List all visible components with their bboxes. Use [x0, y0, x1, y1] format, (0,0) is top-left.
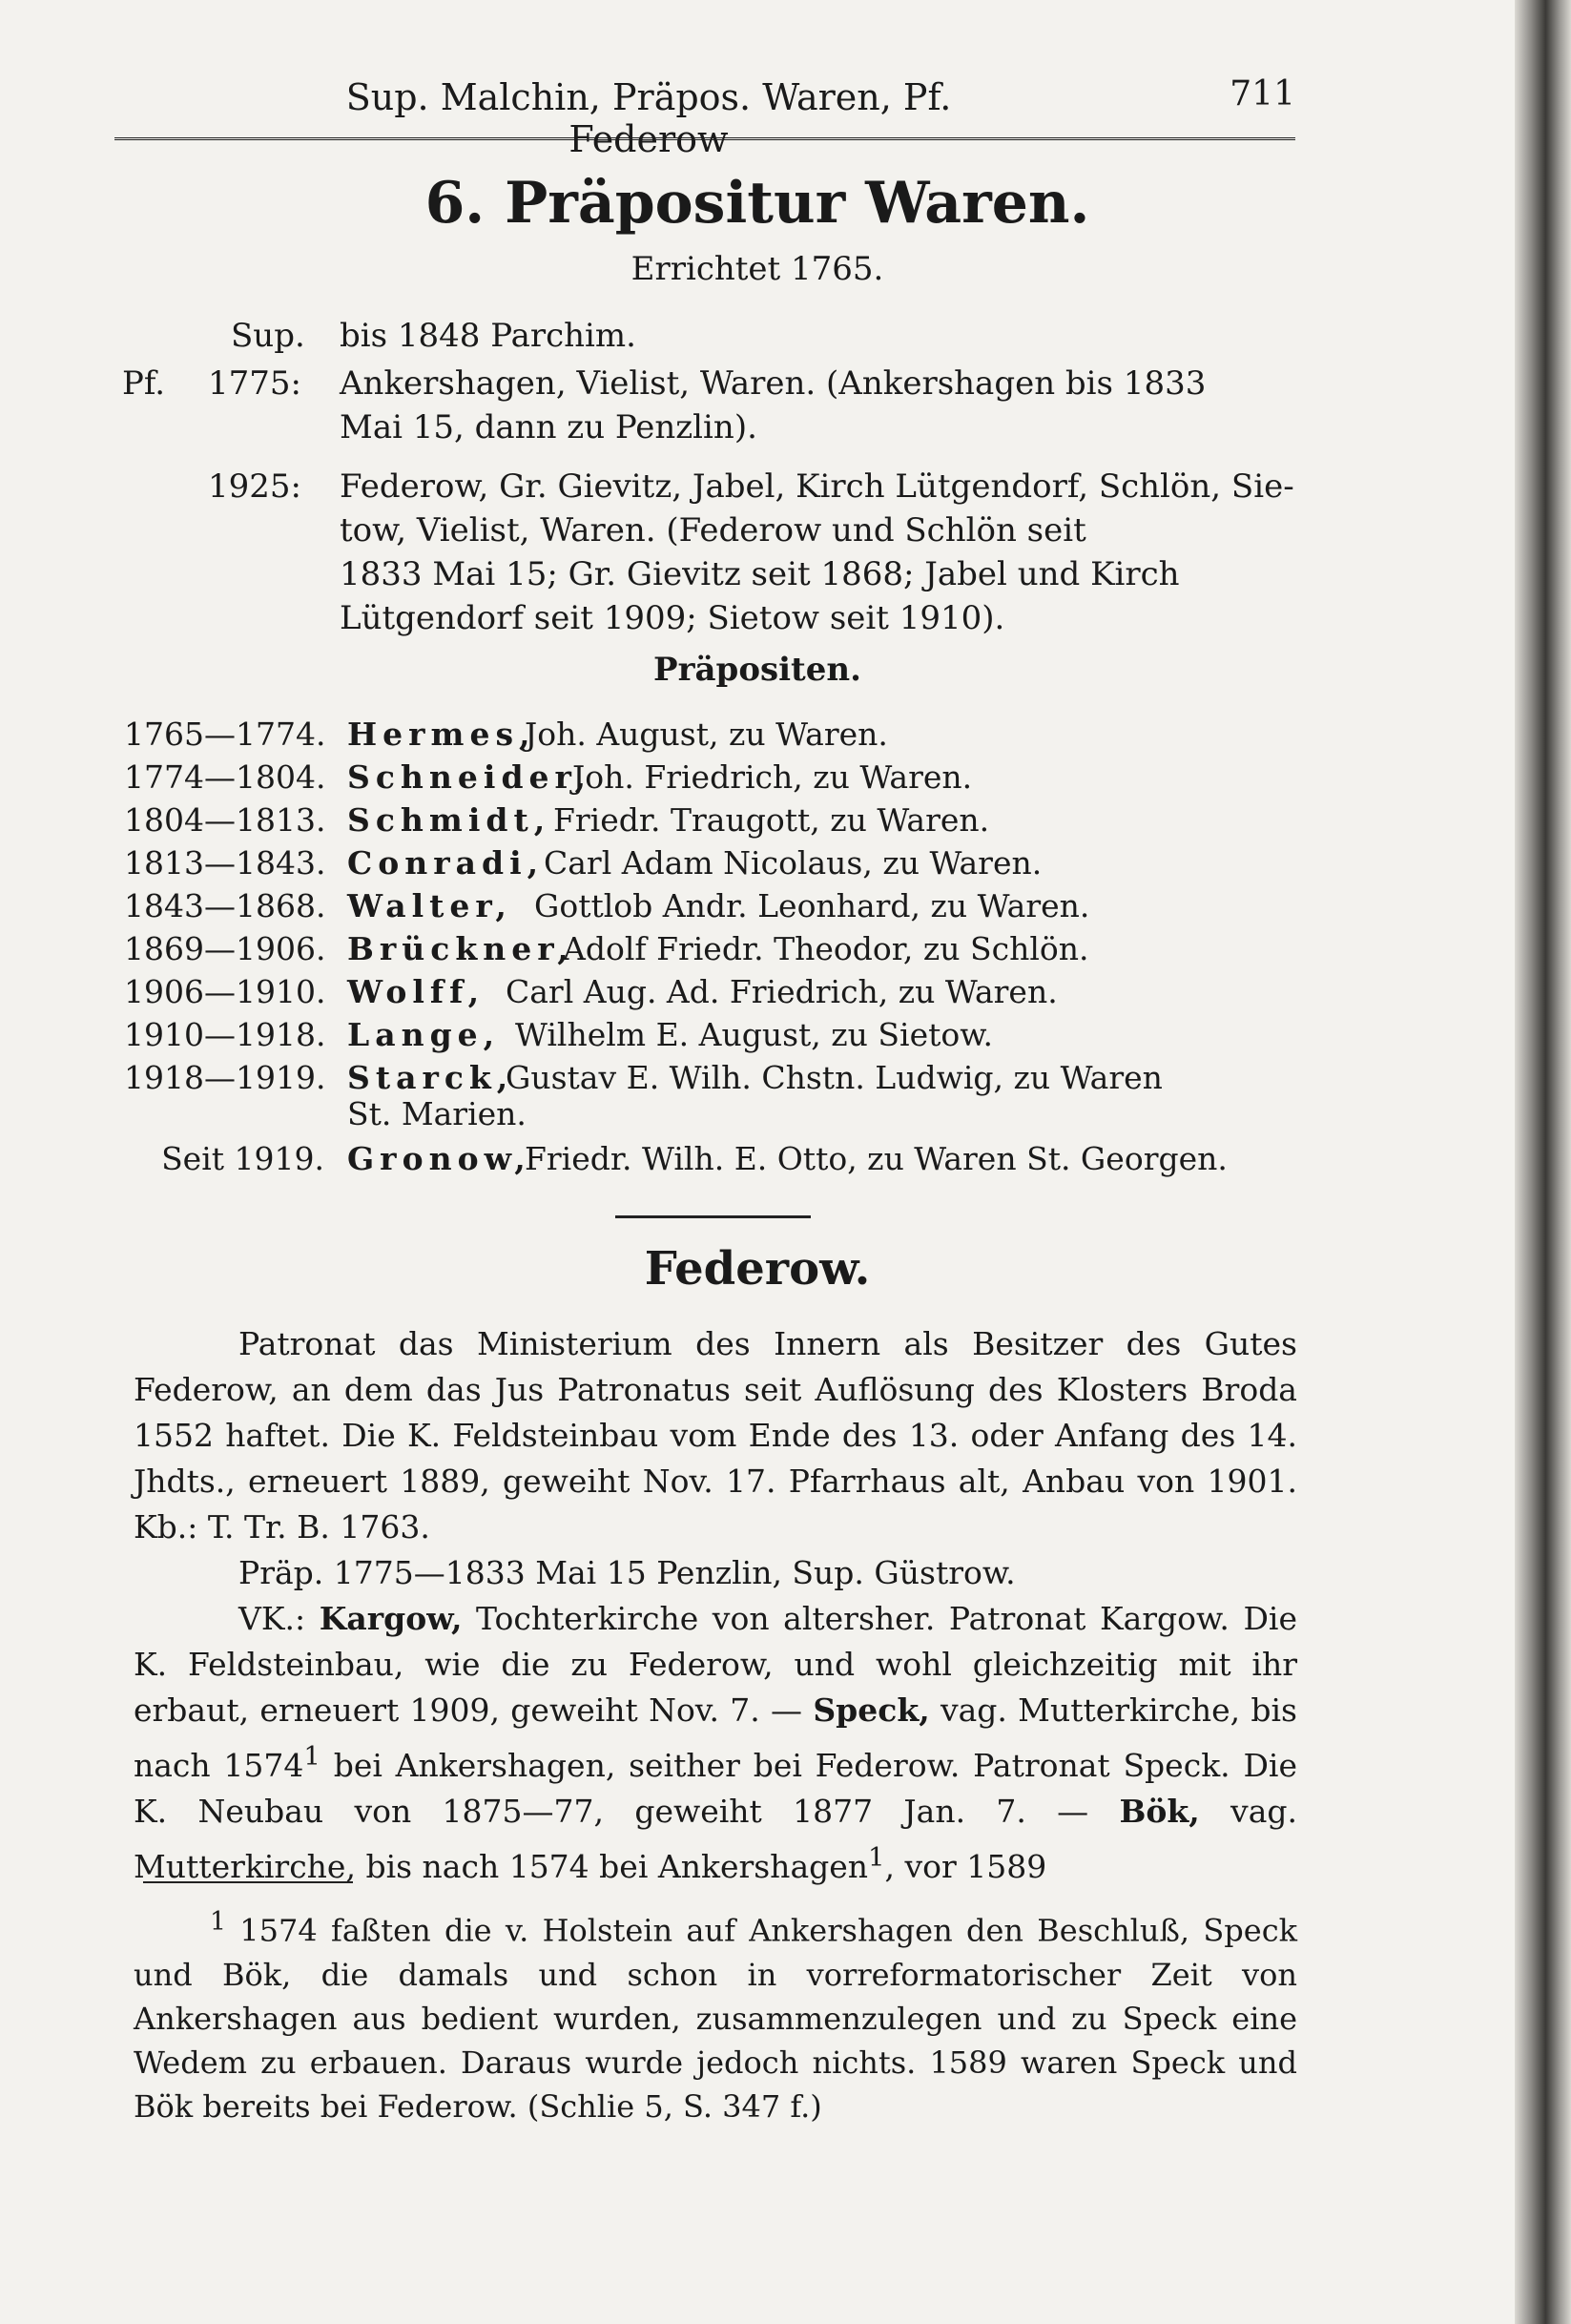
federow-paragraph-2: Präp. 1775—1833 Mai 15 Penzlin, Sup. Güstrow. — [238, 1554, 1016, 1591]
para3-text-a: Tochterkirche von altersher. Patronat Kargow. Die K. Feldsteinbau, wie die zu Federow, und wohl gleichzeitig mit ihr erbaut, erneuert 1909, geweiht Nov. 7. — — [134, 1600, 1297, 1729]
entry-dates: 1843—1868. — [124, 887, 326, 924]
section-divider — [615, 1215, 811, 1218]
pf-1775-line-2: Mai 15, dann zu Penzlin). — [340, 408, 757, 446]
sup-label: Sup. — [231, 317, 305, 355]
footnote-ref[interactable]: 1 — [303, 1741, 320, 1772]
entry-name: Conradi, — [347, 844, 545, 882]
entry-name: Gronow, — [347, 1140, 531, 1177]
entry-details: Carl Aug. Ad. Friedrich, zu Waren. — [506, 973, 1058, 1010]
speck-name: Speck, — [813, 1691, 930, 1729]
entry-dates: 1774—1804. — [124, 758, 326, 796]
boek-name: Bök, — [1119, 1793, 1200, 1830]
footnote-rule — [143, 1881, 353, 1883]
entry-dates: 1918—1919. — [124, 1059, 326, 1096]
pf-1925-line-4: Lütgendorf seit 1909; Sietow seit 1910). — [340, 599, 1005, 637]
pf-1775-line-1: Ankershagen, Vielist, Waren. (Ankershagen bis 1833 — [340, 364, 1207, 403]
para3-text-c: bei Ankershagen, seither bei Federow. Patronat Speck. Die K. Neubau von 1875—77, geweiht 1877 Jan. 7. — — [134, 1747, 1297, 1830]
federow-body — [134, 1321, 1297, 1890]
kargow-name: Kargow, — [319, 1600, 463, 1637]
pf-1775-year: 1775: — [208, 364, 301, 403]
pf-1925-line-3: 1833 Mai 15; Gr. Gievitz seit 1868; Jabel und Kirch — [340, 555, 1180, 593]
footnote-text: 1574 faßten die v. Holstein auf Ankershagen den Beschluß, Speck und Bök, die damals und schon in vorreformatorischer Zeit von Ankershagen aus bedient wurden, zusammenzulegen und zu Speck eine Wedem zu erbauen. Daraus wurde jedoch nichts. 1589 waren Speck und Bök bereits bei Federow. (Schlie 5, S. 347 f.) — [134, 1912, 1297, 2125]
vk-prefix: VK.: — [238, 1600, 320, 1637]
entry-details: Friedr. Traugott, zu Waren. — [553, 801, 990, 839]
entry-details: Wilhelm E. August, zu Sietow. — [515, 1016, 994, 1053]
entry-name: Schneider, — [347, 758, 591, 796]
entry-dates: 1804—1813. — [124, 801, 326, 839]
entry-dates: 1910—1918. — [124, 1016, 326, 1053]
footnote-marker: 1 — [210, 1907, 226, 1937]
entry-name: Wolff, — [347, 973, 486, 1010]
entry-dates: Seit 1919. — [161, 1140, 324, 1177]
running-head-title: Sup. Malchin, Präpos. Waren, Pf. Federow — [345, 76, 952, 160]
pf-1925-line-2: tow, Vielist, Waren. (Federow und Schlön seit — [340, 511, 1086, 550]
entry-name: Lange, — [347, 1016, 501, 1053]
entry-details: Gottlob Andr. Leonhard, zu Waren. — [534, 887, 1090, 924]
entry-details: Gustav E. Wilh. Chstn. Ludwig, zu Waren — [506, 1059, 1163, 1096]
entry-name: Hermes, — [347, 716, 536, 753]
section-heading: 6. Präpositur Waren. — [424, 170, 1090, 237]
federow-paragraph-1: Patronat das Ministerium des Innern als Besitzer des Gutes Federow, an dem das Jus Patronatus seit Auflösung des Klosters Broda 1552 haftet. Die K. Feldsteinbau vom Ende des 13. oder Anfang des 14. Jhdts., erneuert 1889, geweiht Nov. 17. Pfarrhaus alt, Anbau von 1901. Kb.: T. Tr. B. 1763. — [134, 1325, 1297, 1546]
footnote-ref[interactable]: 1 — [868, 1842, 885, 1873]
federow-heading: Federow. — [644, 1242, 871, 1296]
page-number: 711 — [1230, 74, 1295, 114]
entry-dates: 1765—1774. — [124, 716, 326, 753]
federow-paragraph-3 — [134, 1596, 1297, 1890]
entry-details-continued: St. Marien. — [347, 1095, 527, 1132]
entry-name: Brückner, — [347, 930, 574, 967]
established-line: Errichtet 1765. — [630, 250, 884, 288]
entry-name: Walter, — [347, 887, 512, 924]
running-head — [114, 71, 1295, 160]
praepositen-heading: Präpositen. — [653, 651, 861, 689]
entry-details: Friedr. Wilh. E. Otto, zu Waren St. Georgen. — [525, 1140, 1228, 1177]
pf-1925-line-1: Federow, Gr. Gievitz, Jabel, Kirch Lütgendorf, Schlön, Sie- — [340, 467, 1294, 506]
entry-dates: 1869—1906. — [124, 930, 326, 967]
para3-text-e: , vor 1589 — [884, 1848, 1047, 1885]
entry-dates: 1906—1910. — [124, 973, 326, 1010]
entry-name: Starck, — [347, 1059, 514, 1096]
entry-dates: 1813—1843. — [124, 844, 326, 882]
para3-text-b: vag. Mutterkirche, bis nach 1574 — [134, 1691, 1297, 1784]
sup-text: bis 1848 Parchim. — [340, 317, 636, 355]
entry-name: Schmidt, — [347, 801, 551, 839]
entry-details: Carl Adam Nicolaus, zu Waren. — [544, 844, 1043, 882]
para3-text-d: vag. Mutterkirche, bis nach 1574 bei Ankershagen — [134, 1793, 1297, 1885]
pf-1925-year: 1925: — [208, 467, 301, 506]
pf-label: Pf. — [122, 364, 166, 403]
footnote — [134, 1900, 1297, 2128]
entry-details: Joh. Friedrich, zu Waren. — [572, 758, 973, 796]
book-binding-edge — [1515, 0, 1571, 2324]
entry-details: Joh. August, zu Waren. — [525, 716, 888, 753]
entry-details: Adolf Friedr. Theodor, zu Schlön. — [563, 930, 1089, 967]
